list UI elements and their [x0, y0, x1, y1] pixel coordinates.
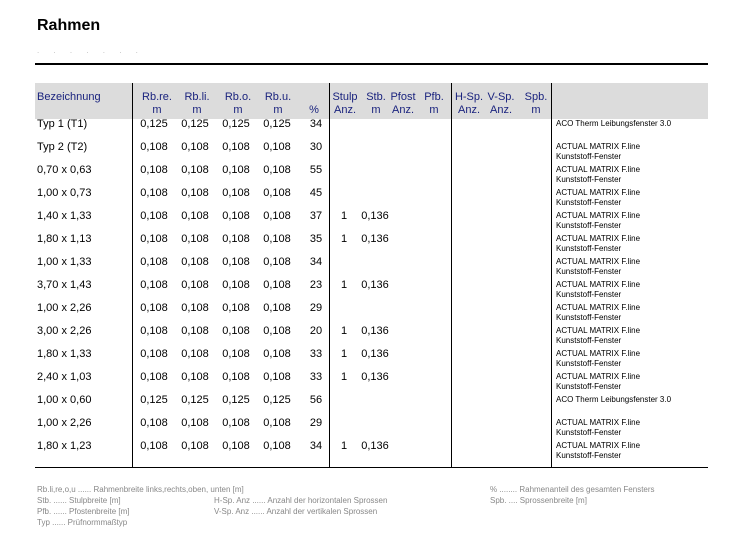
header-rb-o: Rb.o. m — [224, 91, 252, 116]
header-rb-re: Rb.re. m — [142, 91, 172, 116]
cell-note-line2: Kunststoff-Fenster — [556, 359, 622, 368]
cell-li: 0,108 — [181, 279, 209, 291]
cell-o: 0,108 — [222, 417, 250, 429]
cell-re: 0,108 — [140, 233, 168, 245]
cell-u: 0,125 — [263, 118, 291, 130]
cell-stulp: 1 — [340, 233, 348, 245]
cell-note-line2: Kunststoff-Fenster — [556, 221, 622, 230]
cell-name: 1,00 x 2,26 — [37, 302, 92, 314]
bottom-divider — [35, 467, 708, 468]
cell-pct: 34 — [309, 440, 323, 452]
cell-re: 0,125 — [140, 118, 168, 130]
table-row — [0, 256, 736, 279]
table-row — [0, 417, 736, 440]
cell-note-line2: Kunststoff-Fenster — [556, 428, 622, 437]
cell-name: 1,00 x 2,26 — [37, 417, 92, 429]
header-pfb: Pfb. m — [424, 91, 444, 116]
header-rb-u: Rb.u. m — [264, 91, 292, 116]
cell-li: 0,108 — [181, 440, 209, 452]
legend-item: V-Sp. Anz ...... Anzahl der vertikalen Sprossen — [214, 507, 378, 516]
table-row — [0, 210, 736, 233]
cell-re: 0,108 — [140, 348, 168, 360]
cell-note-line1: ACTUAL MATRIX F.line — [556, 234, 641, 243]
cell-note-line2: Kunststoff-Fenster — [556, 175, 622, 184]
cell-note-line2: Kunststoff-Fenster — [556, 313, 622, 322]
cell-stulp: 1 — [340, 371, 348, 383]
header-rb-li: Rb.li. m — [184, 91, 210, 116]
cell-o: 0,125 — [222, 394, 250, 406]
cell-li: 0,108 — [181, 210, 209, 222]
cell-note-line1: ACTUAL MATRIX F.line — [556, 441, 641, 450]
cell-o: 0,108 — [222, 371, 250, 383]
cell-name: 3,70 x 1,43 — [37, 279, 92, 291]
cell-name: 3,00 x 2,26 — [37, 325, 92, 337]
cell-re: 0,108 — [140, 141, 168, 153]
cell-pct: 35 — [309, 233, 323, 245]
cell-u: 0,108 — [263, 141, 291, 153]
legend-item: Stb. ...... Stulpbreite [m] — [37, 496, 121, 505]
table-row — [0, 164, 736, 187]
table-row — [0, 279, 736, 302]
cell-u: 0,108 — [263, 371, 291, 383]
table-row — [0, 118, 736, 141]
cell-u: 0,108 — [263, 233, 291, 245]
cell-u: 0,108 — [263, 279, 291, 291]
table-row — [0, 187, 736, 210]
cell-note-line2: Kunststoff-Fenster — [556, 152, 622, 161]
cell-note-line1: ACTUAL MATRIX F.line — [556, 303, 641, 312]
cell-o: 0,125 — [222, 118, 250, 130]
cell-li: 0,125 — [181, 118, 209, 130]
cell-li: 0,108 — [181, 141, 209, 153]
legend-item: H-Sp. Anz ...... Anzahl der horizontalen Sprossen — [214, 496, 388, 505]
cell-re: 0,108 — [140, 325, 168, 337]
cell-stb: 0,136 — [361, 210, 389, 222]
cell-u: 0,125 — [263, 394, 291, 406]
header-percent: % — [309, 104, 319, 116]
header-stulp: Stulp Anz. — [332, 91, 358, 116]
legend-item: % ........ Rahmenanteil des gesamten Fensters — [490, 485, 655, 494]
cell-o: 0,108 — [222, 279, 250, 291]
cell-pct: 33 — [309, 371, 323, 383]
legend-middle — [214, 495, 387, 517]
cell-stb: 0,136 — [361, 325, 389, 337]
cell-o: 0,108 — [222, 302, 250, 314]
legend-item: Spb. .... Sprossenbreite [m] — [490, 496, 587, 505]
cell-o: 0,108 — [222, 141, 250, 153]
cell-u: 0,108 — [263, 256, 291, 268]
top-divider — [35, 63, 708, 65]
table-row — [0, 394, 736, 417]
header-h-sp: H-Sp. Anz. — [454, 91, 484, 116]
cell-note-line1: ACTUAL MATRIX F.line — [556, 257, 641, 266]
cell-name: Typ 1 (T1) — [37, 118, 88, 130]
cell-li: 0,108 — [181, 302, 209, 314]
cell-li: 0,108 — [181, 417, 209, 429]
cell-note-line2: Kunststoff-Fenster — [556, 336, 622, 345]
table-row — [0, 233, 736, 256]
cell-pct: 29 — [309, 417, 323, 429]
cell-name: 0,70 x 0,63 — [37, 164, 92, 176]
cell-pct: 20 — [309, 325, 323, 337]
cell-pct: 55 — [309, 164, 323, 176]
cell-re: 0,108 — [140, 279, 168, 291]
cell-stulp: 1 — [340, 210, 348, 222]
cell-u: 0,108 — [263, 417, 291, 429]
header-pfost: Pfost Anz. — [390, 91, 416, 116]
cell-stulp: 1 — [340, 440, 348, 452]
cell-li: 0,108 — [181, 233, 209, 245]
cell-note-line2: Kunststoff-Fenster — [556, 267, 622, 276]
cell-note-line1: ACTUAL MATRIX F.line — [556, 418, 641, 427]
cell-o: 0,108 — [222, 325, 250, 337]
cell-stb: 0,136 — [361, 348, 389, 360]
cell-o: 0,108 — [222, 440, 250, 452]
cell-note-line1: ACO Therm Leibungsfenster 3.0 — [556, 119, 672, 128]
legend-left — [37, 484, 244, 528]
header-bezeichnung: Bezeichnung — [37, 91, 101, 103]
cell-note-line1: ACTUAL MATRIX F.line — [556, 326, 641, 335]
cell-u: 0,108 — [263, 164, 291, 176]
cell-o: 0,108 — [222, 164, 250, 176]
cell-name: 2,40 x 1,03 — [37, 371, 92, 383]
table-row — [0, 141, 736, 164]
cell-re: 0,108 — [140, 417, 168, 429]
cell-note-line1: ACTUAL MATRIX F.line — [556, 280, 641, 289]
header-v-sp: V-Sp. Anz. — [487, 91, 515, 116]
cell-name: 1,00 x 0,60 — [37, 394, 92, 406]
legend-right — [490, 484, 655, 506]
cell-name: Typ 2 (T2) — [37, 141, 88, 153]
cell-li: 0,108 — [181, 325, 209, 337]
cell-re: 0,108 — [140, 302, 168, 314]
cell-pct: 34 — [309, 118, 323, 130]
cell-stb: 0,136 — [361, 233, 389, 245]
table-row — [0, 325, 736, 348]
cell-note-line1: ACTUAL MATRIX F.line — [556, 372, 641, 381]
cell-stb: 0,136 — [361, 371, 389, 383]
cell-stulp: 1 — [340, 279, 348, 291]
cell-u: 0,108 — [263, 440, 291, 452]
cell-note-line1: ACO Therm Leibungsfenster 3.0 — [556, 395, 672, 404]
cell-li: 0,108 — [181, 164, 209, 176]
cell-pct: 33 — [309, 348, 323, 360]
cell-stulp: 1 — [340, 348, 348, 360]
cell-pct: 56 — [309, 394, 323, 406]
page-title: Rahmen — [37, 17, 101, 34]
cell-stb: 0,136 — [361, 279, 389, 291]
cell-name: 1,80 x 1,23 — [37, 440, 92, 452]
cell-note-line2: Kunststoff-Fenster — [556, 198, 622, 207]
cell-li: 0,108 — [181, 371, 209, 383]
table-row — [0, 302, 736, 325]
cell-o: 0,108 — [222, 256, 250, 268]
cell-pct: 37 — [309, 210, 323, 222]
header-spb: Spb. m — [524, 91, 548, 116]
cell-li: 0,108 — [181, 348, 209, 360]
cell-u: 0,108 — [263, 348, 291, 360]
cell-name: 1,80 x 1,13 — [37, 233, 92, 245]
subtitle-dots: . . . . . . . — [37, 46, 144, 55]
legend-item: Rb.li,re,o,u ...... Rahmenbreite links,rechts,oben, unten [m] — [37, 485, 244, 494]
cell-note-line2: Kunststoff-Fenster — [556, 382, 622, 391]
cell-note-line1: ACTUAL MATRIX F.line — [556, 165, 641, 174]
cell-li: 0,108 — [181, 256, 209, 268]
cell-o: 0,108 — [222, 233, 250, 245]
cell-note-line1: ACTUAL MATRIX F.line — [556, 188, 641, 197]
cell-re: 0,125 — [140, 394, 168, 406]
cell-pct: 29 — [309, 302, 323, 314]
cell-o: 0,108 — [222, 210, 250, 222]
legend-item: Pfb. ...... Pfostenbreite [m] — [37, 507, 130, 516]
table-row — [0, 348, 736, 371]
cell-u: 0,108 — [263, 210, 291, 222]
cell-name: 1,80 x 1,33 — [37, 348, 92, 360]
cell-re: 0,108 — [140, 210, 168, 222]
cell-re: 0,108 — [140, 256, 168, 268]
header-stb: Stb. m — [366, 91, 386, 116]
cell-u: 0,108 — [263, 187, 291, 199]
cell-pct: 30 — [309, 141, 323, 153]
cell-note-line2: Kunststoff-Fenster — [556, 290, 622, 299]
cell-re: 0,108 — [140, 440, 168, 452]
cell-name: 1,00 x 0,73 — [37, 187, 92, 199]
cell-li: 0,108 — [181, 187, 209, 199]
cell-li: 0,125 — [181, 394, 209, 406]
table-row — [0, 371, 736, 394]
table-row — [0, 440, 736, 463]
cell-pct: 23 — [309, 279, 323, 291]
cell-note-line1: ACTUAL MATRIX F.line — [556, 349, 641, 358]
cell-pct: 45 — [309, 187, 323, 199]
cell-stb: 0,136 — [361, 440, 389, 452]
cell-o: 0,108 — [222, 187, 250, 199]
cell-note-line1: ACTUAL MATRIX F.line — [556, 211, 641, 220]
legend-item: Typ ...... Prüfnormmaßtyp — [37, 518, 128, 527]
cell-name: 1,40 x 1,33 — [37, 210, 92, 222]
cell-note-line1: ACTUAL MATRIX F.line — [556, 142, 641, 151]
cell-pct: 34 — [309, 256, 323, 268]
cell-o: 0,108 — [222, 348, 250, 360]
cell-note-line2: Kunststoff-Fenster — [556, 451, 622, 460]
cell-re: 0,108 — [140, 187, 168, 199]
cell-u: 0,108 — [263, 302, 291, 314]
cell-name: 1,00 x 1,33 — [37, 256, 92, 268]
cell-u: 0,108 — [263, 325, 291, 337]
cell-re: 0,108 — [140, 164, 168, 176]
cell-re: 0,108 — [140, 371, 168, 383]
cell-note-line2: Kunststoff-Fenster — [556, 244, 622, 253]
cell-stulp: 1 — [340, 325, 348, 337]
